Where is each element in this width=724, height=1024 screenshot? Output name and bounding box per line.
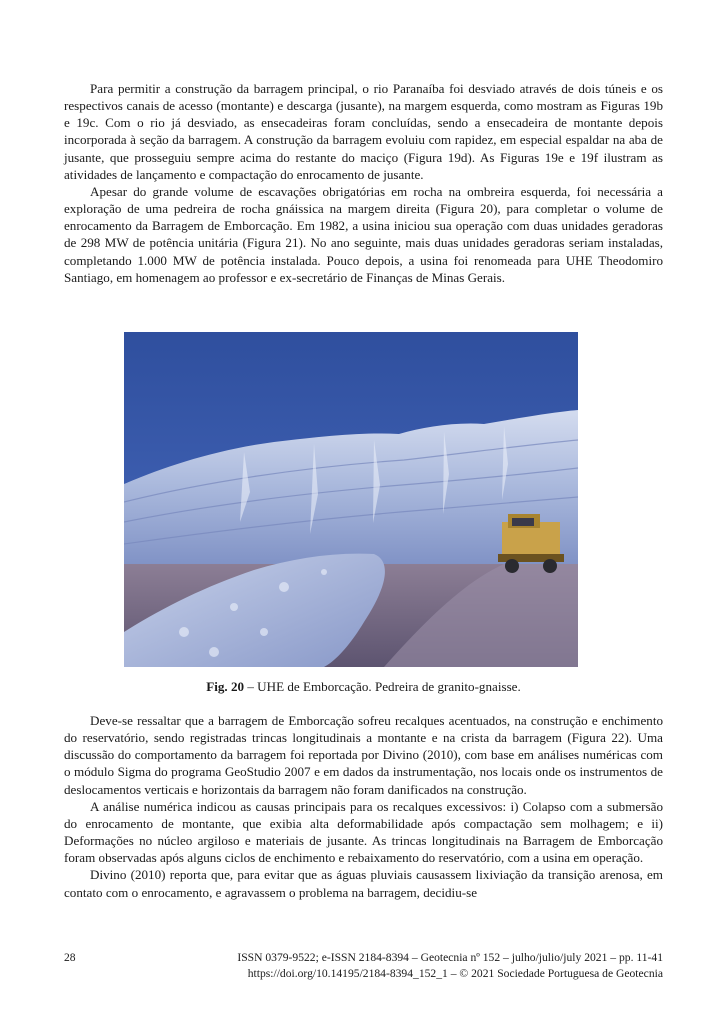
page-footer [64,950,663,982]
footer-doi-line: https://doi.org/10.14195/2184-8394_152_1 – © 2021 Sociedade Portuguesa de Geotecnia [247,967,663,980]
paragraph: A análise numérica indicou as causas principais para os recalques excessivos: i) Colapso com a submersão do enrocamento de montante, que exibia alta deformabilidade após compactação sem molhagem; e ii) Deformações no núcleo argiloso e materiais de jusante. As trincas longitudinais na Barragem de Emborcação foram observadas após alguns ciclos de enchimento e rebaixamento do reservatório, com a usina em operação. [64,798,663,866]
paragraph: Divino (2010) reporta que, para evitar que as águas pluviais causassem lixiviação da transição arenosa, em contato com o enrocamento, e agravassem o problema na barragem, decidiu-se [64,867,663,900]
text-block-bottom [64,712,663,901]
text-block-top [64,80,663,286]
footer-issn-line: ISSN 0379-9522; e-ISSN 2184-8394 – Geotecnia nº 152 – julho/julio/july 2021 – pp. 11-41 [237,951,663,964]
paragraph: Para permitir a construção da barragem principal, o rio Paranaíba foi desviado através de dois túneis e os respectivos canais de acesso (montante) e descarga (jusante), na margem esquerda, como mostram as Figuras 19b e 19c. Com o rio já desviado, as ensecadeiras foram concluídas, sendo a ensecadeira de montante depois incorporada à seção da barragem. A construção da barragem evoluiu com rapidez, em especial espaldar na aba de jusante, que prosseguiu sempre acima do restante do maciço (Figura 19d). As Figuras 19e e 19f ilustram as atividades de lançamento e compactação do enrocamento de jusante. [64,81,663,182]
paragraph: Apesar do grande volume de escavações obrigatórias em rocha na ombreira esquerda, foi necessária a exploração de uma pedreira de rocha gnáissica na margem direita (Figura 20), para completar o volume de enrocamento da Barragem de Emborcação. Em 1982, a usina iniciou sua operação com duas unidades geradoras de 298 MW de potência unitária (Figura 21). No ano seguinte, mais duas unidades geradoras seriam instaladas, completando 1.000 MW de potência instalada. Pouco depois, a usina foi renomeada para UHE Theodomiro Santiago, em homenagem ao professor e ex-secretário de Finanças de Minas Gerais. [64,183,663,285]
page-number: 28 [64,951,76,964]
figure-label: Fig. 20 [206,679,245,694]
figure-caption [64,678,663,695]
quarry-photo-illustration [124,332,578,667]
figure-quarry-photo [124,332,578,667]
paragraph: Deve-se ressaltar que a barragem de Emborcação sofreu recalques acentuados, na construção e enchimento do reservatório, sendo registradas trincas longitudinais a montante e na crista da barragem (Figura 22). Uma discussão do comportamento da barragem foi reportada por Divino (2010), com base em análises numéricas com o módulo Sigma do programa GeoStudio 2007 e em dados da instrumentação, nos locais onde os instrumentos de deslocamentos verticais e horizontais da barragem não foram danificados na construção. [64,713,663,797]
figure-caption-text: – UHE de Emborcação. Pedreira de granito-gnaisse. [244,679,521,694]
